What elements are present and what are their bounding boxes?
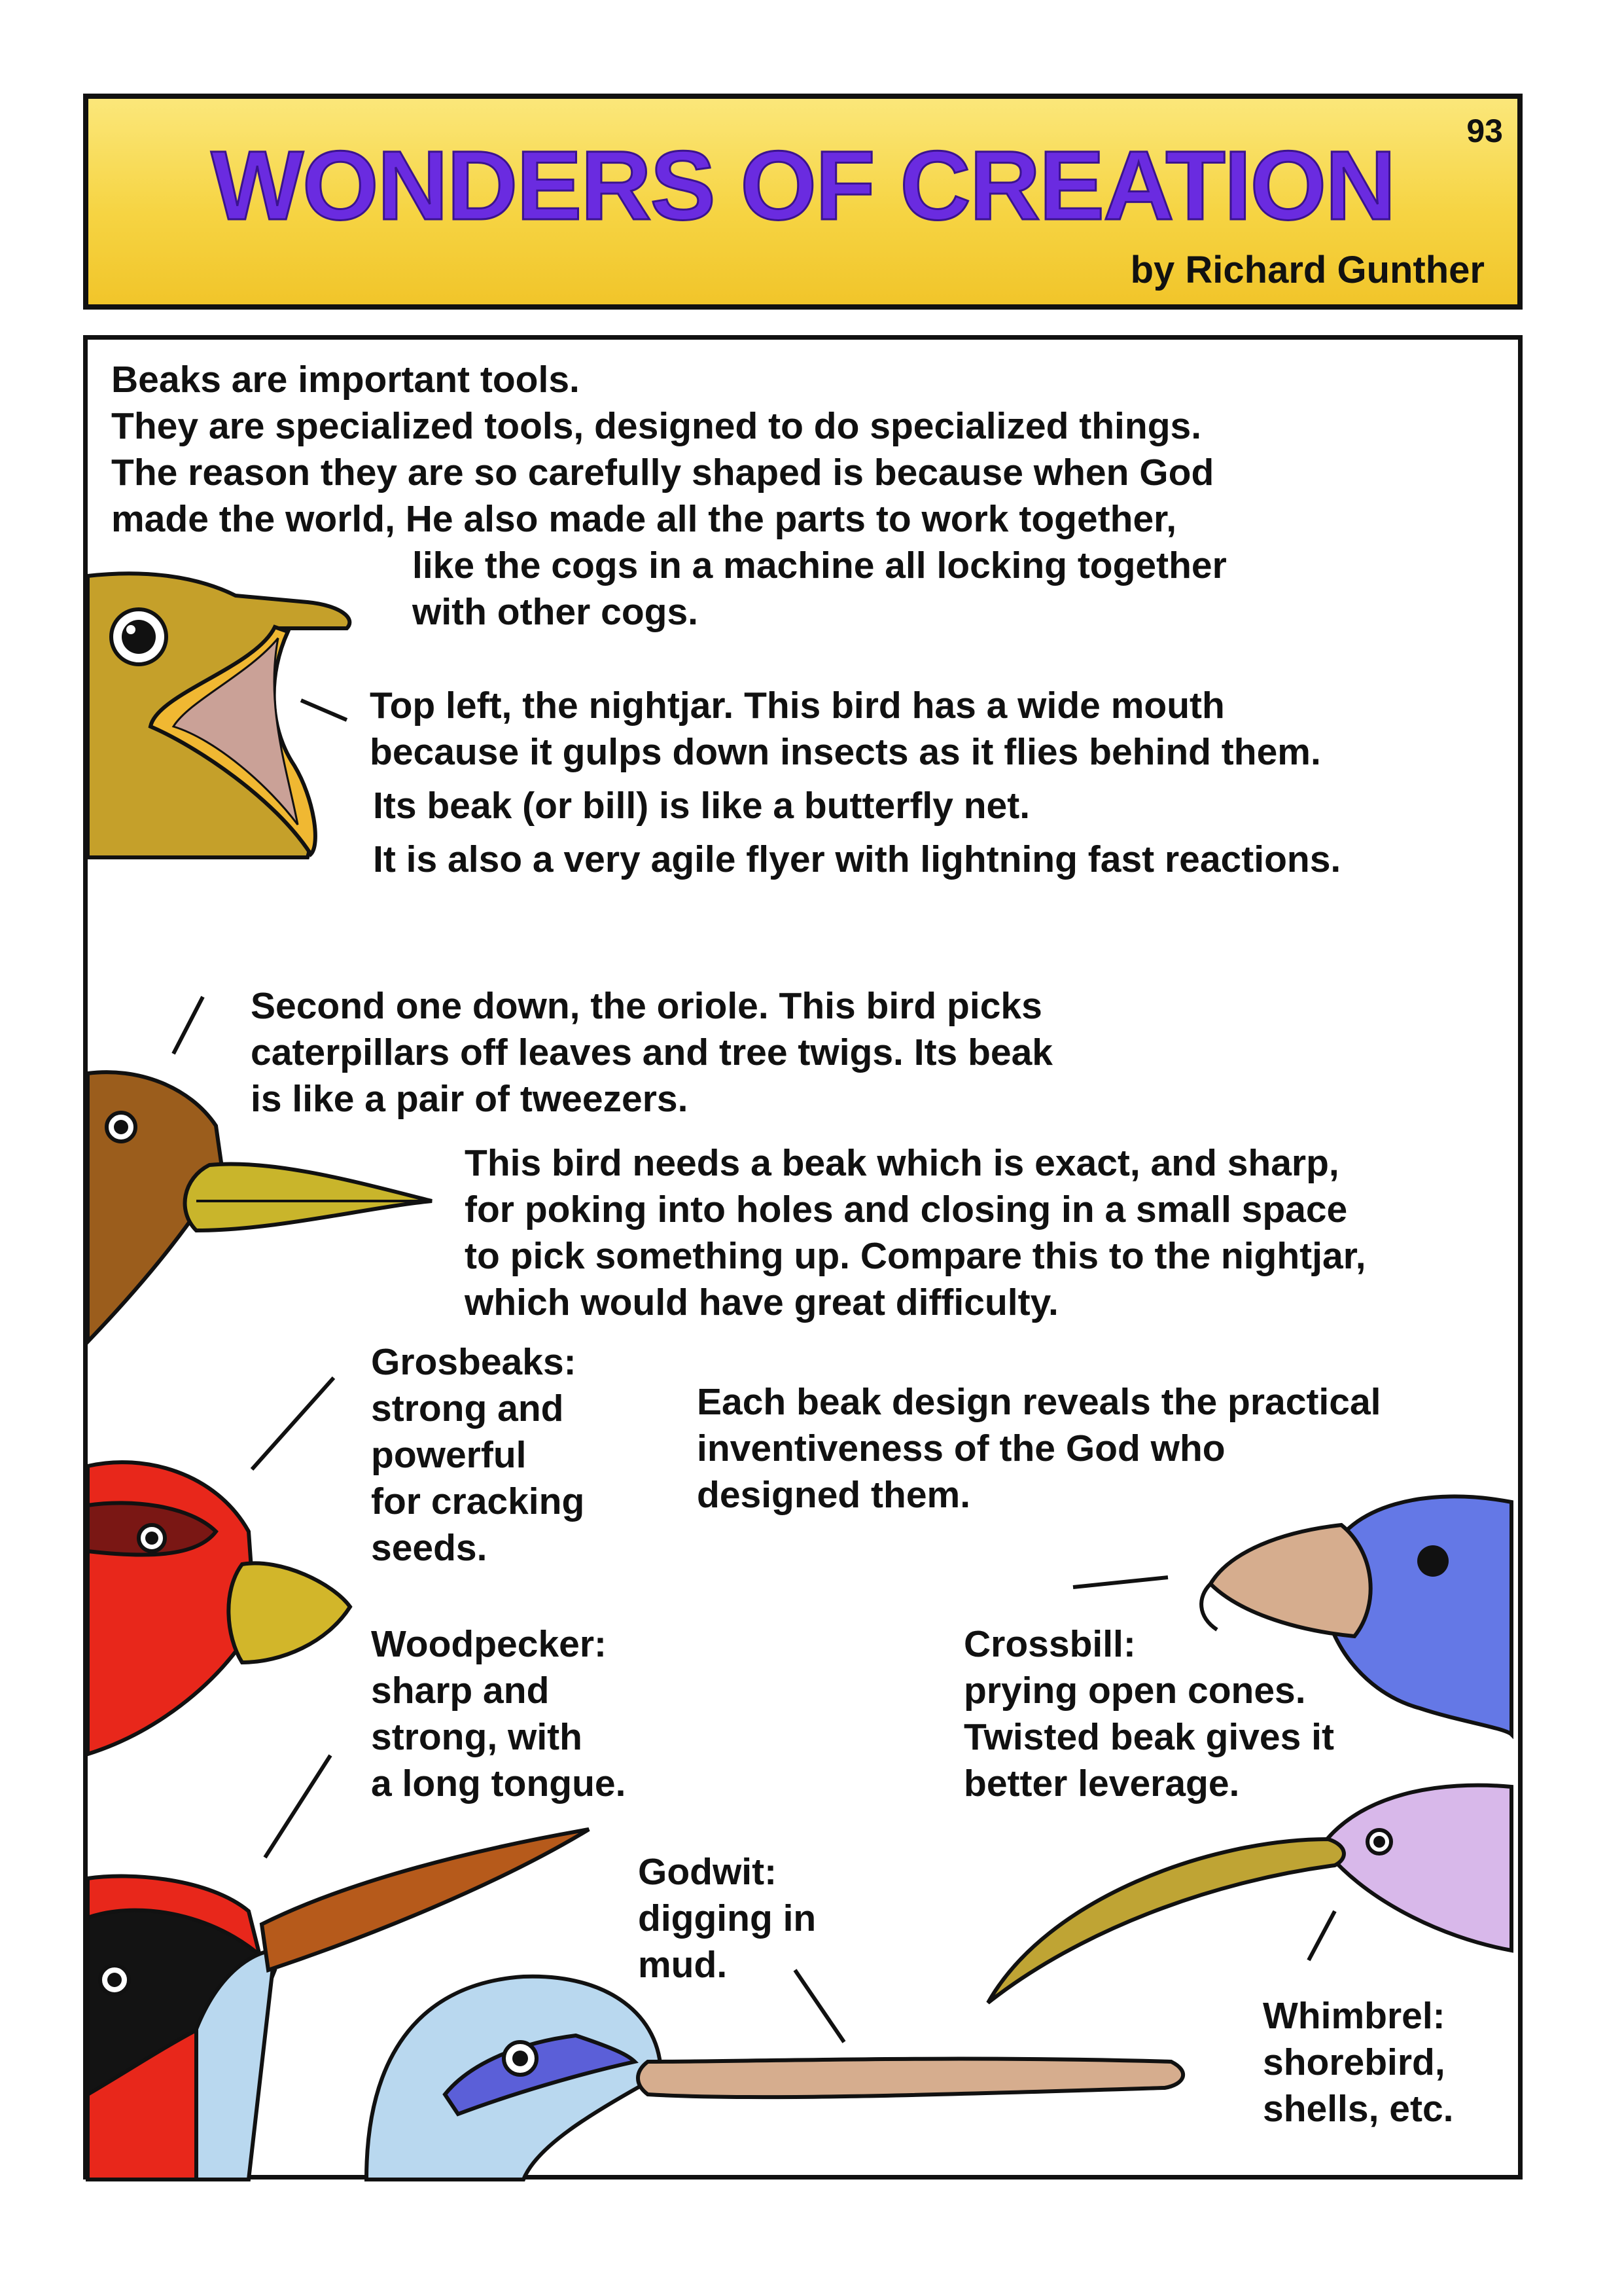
grosbeak-illustration [88,1378,350,1754]
godwit-line-1: Godwit: [638,1851,777,1893]
grosbeak-line-5: seeds. [371,1527,487,1569]
nightjar-line-2: because it gulps down insects as it flies behind them. [370,731,1321,773]
woodpecker-line-2: sharp and [371,1670,550,1712]
page-number: 93 [1466,113,1503,149]
nightjar-line-3: Its beak (or bill) is like a butterfly net. [373,785,1031,827]
grosbeak-line-1: Grosbeaks: [371,1341,576,1383]
oriole-more-line-2: for poking into holes and closing in a small space [465,1189,1348,1230]
crossbill-line-4: better leverage. [964,1763,1240,1804]
intro-line-4: made the world, He also made all the parts to work together, [111,498,1177,540]
summary-line-2: inventiveness of the God who [697,1427,1226,1469]
page-title: WONDERS OF CREATION [211,130,1395,240]
intro-line-1: Beaks are important tools. [111,359,580,401]
intro-line-3: The reason they are so carefully shaped is because when God [111,452,1214,493]
nightjar-line-1: Top left, the nightjar. This bird has a wide mouth [370,685,1225,726]
grosbeak-line-3: powerful [371,1434,527,1476]
summary-line-3: designed them. [697,1474,971,1516]
whimbrel-line-3: shells, etc. [1263,2088,1454,2130]
nightjar-line-4: It is also a very agile flyer with lightning fast reactions. [373,838,1341,880]
godwit-line-2: digging in [638,1897,817,1939]
author-byline: by Richard Gunther [1130,249,1485,291]
oriole-line-1: Second one down, the oriole. This bird picks [251,985,1042,1027]
whimbrel-illustration [988,1785,1511,2003]
woodpecker-line-1: Woodpecker: [371,1623,607,1665]
oriole-line-2: caterpillars off leaves and tree twigs. Its beak [251,1031,1053,1073]
crossbill-line-1: Crossbill: [964,1623,1136,1665]
godwit-line-3: mud. [638,1944,728,1986]
grosbeak-line-2: strong and [371,1388,564,1429]
oriole-more-line-3: to pick something up. Compare this to the nightjar, [465,1235,1366,1277]
intro-line-2: They are specialized tools, designed to do specialized things. [111,405,1202,447]
whimbrel-line-2: shorebird, [1263,2041,1445,2083]
woodpecker-line-3: strong, with [371,1716,582,1758]
oriole-more-line-1: This bird needs a beak which is exact, and sharp, [465,1142,1339,1184]
crossbill-line-2: prying open cones. [964,1670,1306,1712]
whimbrel-line-1: Whimbrel: [1263,1995,1445,2037]
crossbill-line-3: Twisted beak gives it [964,1716,1334,1758]
godwit-illustration [366,1970,1183,2179]
grosbeak-line-4: for cracking [371,1480,585,1522]
nightjar-illustration [88,573,349,857]
intro-line-6: with other cogs. [412,591,699,633]
woodpecker-line-4: a long tongue. [371,1763,626,1804]
summary-line-1: Each beak design reveals the practical [697,1381,1381,1423]
intro-line-5: like the cogs in a machine all locking together [412,545,1227,586]
oriole-more-line-4: which would have great difficulty. [465,1282,1059,1323]
oriole-line-3: is like a pair of tweezers. [251,1078,688,1120]
